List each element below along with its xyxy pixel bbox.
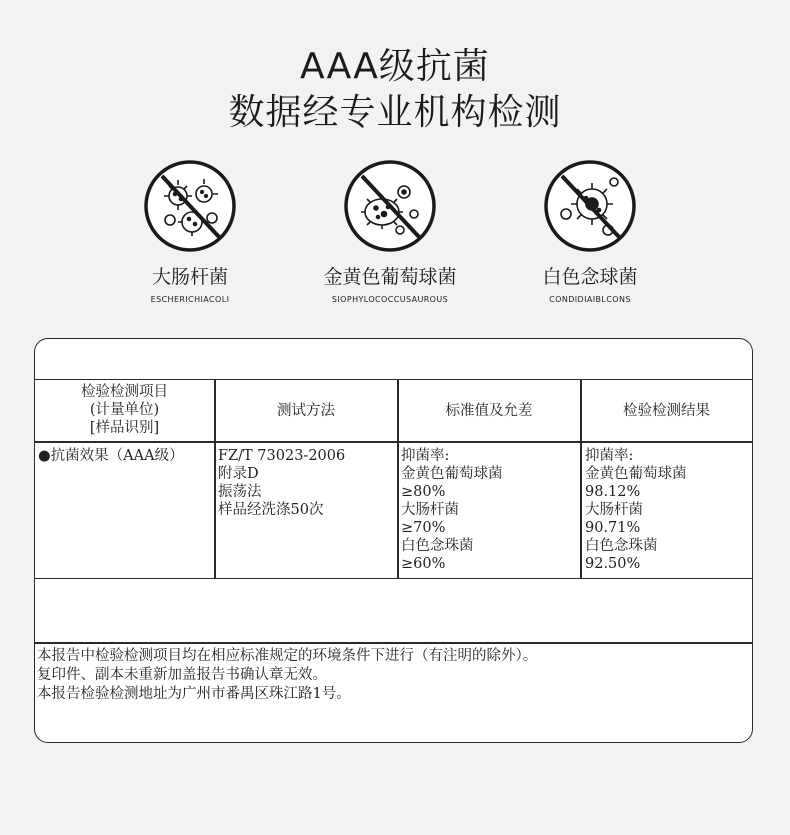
- bacteria-latin-name: CONDIDIAIBLCONS: [549, 295, 631, 304]
- bacteria-name: 金黄色葡萄球菌: [323, 266, 457, 288]
- bacteria-staphylococcus: [290, 158, 490, 304]
- header-method: 测试方法: [277, 403, 335, 419]
- header-standard: 标准值及允差: [445, 403, 533, 419]
- bacteria-latin-name: ESCHERICHIACOLI: [150, 295, 230, 304]
- headline-line1: AAA级抗菌: [300, 46, 490, 87]
- bacteria-latin-name: SIOPHYLOCOCCUSAUROUS: [331, 295, 449, 304]
- note-line: 复印件、副本未重新加盖报告书确认章无效。: [37, 667, 327, 683]
- header-result: 检验检测结果: [623, 403, 710, 419]
- table-header-divider: [35, 441, 752, 443]
- e-coli-prohibited-icon: [142, 158, 238, 254]
- notes-divider: [35, 642, 752, 644]
- note-line: 本报告检验检测地址为广州市番禺区珠江路1号。: [37, 686, 351, 702]
- row-result: 抑菌率: 金黄色葡萄球菌 98.12% 大肠杆菌 90.71% 白色念珠菌 92.50%: [585, 448, 687, 572]
- header-item: 检验检测项目 (计量单位) [样品识别]: [81, 384, 168, 436]
- staphylococcus-prohibited-icon: [342, 158, 438, 254]
- bacteria-name: 大肠杆菌: [151, 266, 228, 288]
- candida-prohibited-icon: [542, 158, 638, 254]
- test-report-card: [34, 338, 753, 743]
- headline-line2: 数据经专业机构检测: [228, 92, 562, 133]
- report-notes: [37, 647, 749, 704]
- note-line: 本报告中检验检测项目均在相应标准规定的环境条件下进行（有注明的除外）。: [37, 648, 538, 664]
- row-method: FZ/T 73023-2006 附录D 振荡法 样品经洗涤50次: [218, 448, 346, 518]
- bacteria-ecoli: [90, 158, 290, 304]
- row-standard: 抑菌率: 金黄色葡萄球菌 ≥80% 大肠杆菌 ≥70% 白色念珠菌 ≥60%: [401, 448, 503, 572]
- bacteria-candida: [490, 158, 690, 304]
- row-item: ●抗菌效果（AAA级）: [38, 448, 184, 464]
- bacteria-name: 白色念球菌: [542, 266, 638, 288]
